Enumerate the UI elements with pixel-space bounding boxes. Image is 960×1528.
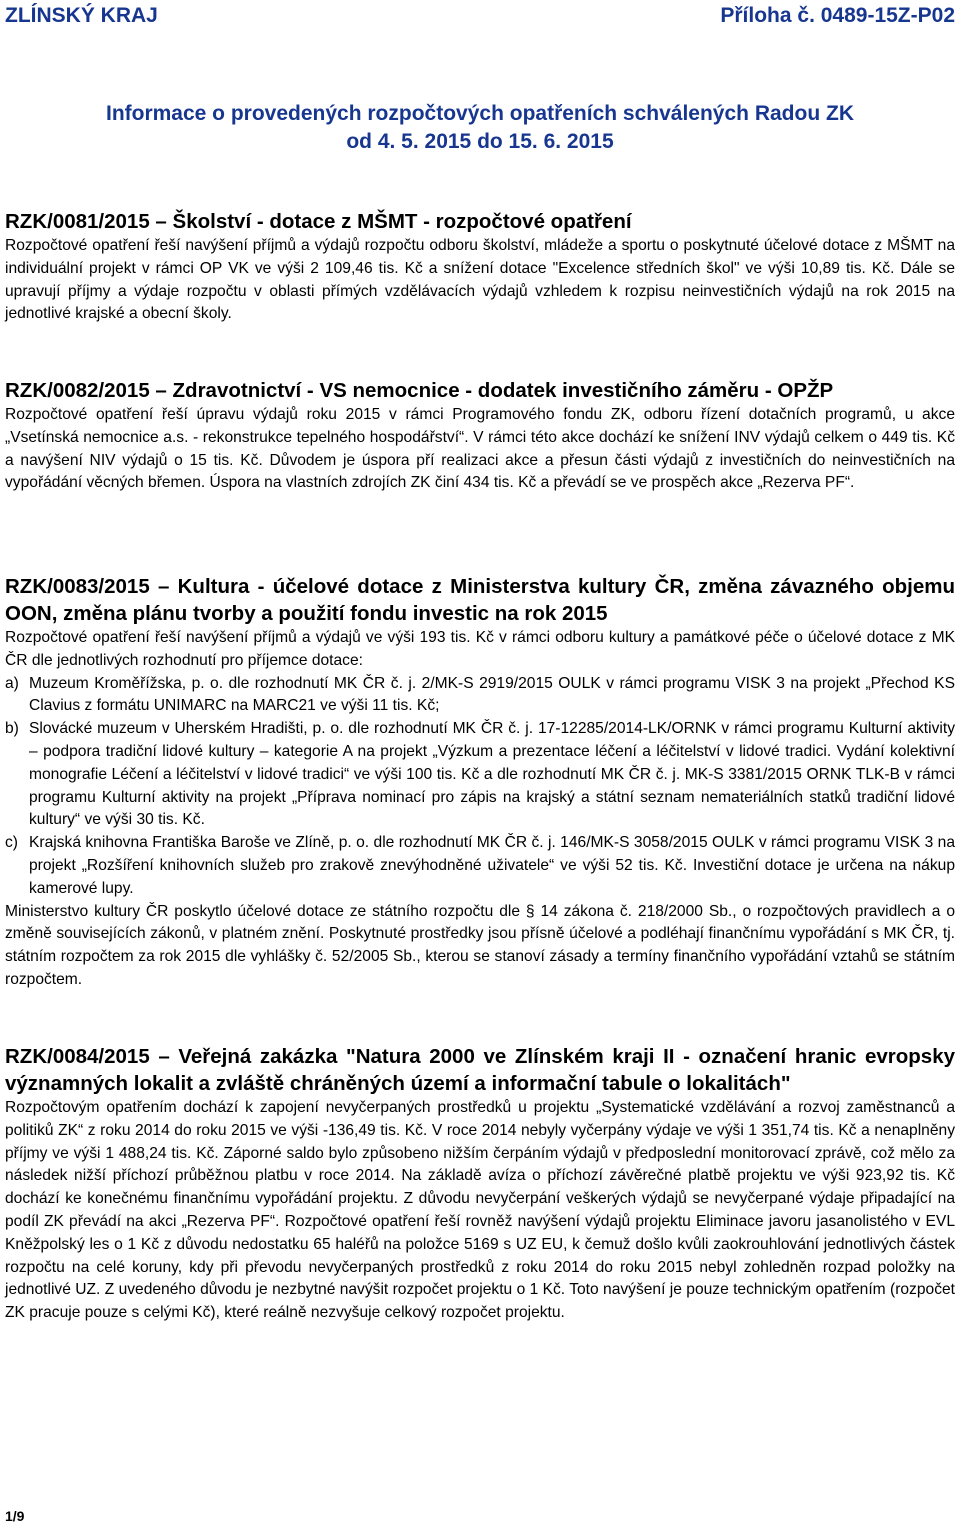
page-header <box>5 4 955 32</box>
section-outro: Ministerstvo kultury ČR poskytlo účelové dotace ze státního rozpočtu dle § 14 zákona č. 218/2000 Sb., o rozpočtových pravidlech a o změně souvisejících zákonů, v platném znění. Poskytnuté prostředky jsou přísně účelové a podléhají finančnímu vypořádání s MK ČR, tj. státním rozpočtem za rok 2015 dle vyhlášky č. 52/2005 Sb., kterou se stanoví zásady a termíny finančního vypořádání vztahů se státním rozpočtem. <box>5 902 955 988</box>
document-page <box>5 0 955 1528</box>
list-item <box>5 673 955 719</box>
list-marker: b) <box>5 720 19 738</box>
list-item <box>5 718 955 832</box>
header-left: ZLÍNSKÝ KRAJ <box>5 4 158 27</box>
header-right: Příloha č. 0489-15Z-P02 <box>720 4 955 27</box>
list-text: Muzeum Kroměřížska, p. o. dle rozhodnutí MK ČR č. j. 2/MK-S 2919/2015 OULK v rámci programu VISK 3 na projekt „Přechod KS Clavius z formátu UNIMARC na MARC21 ve výši 11 tis. Kč; <box>29 674 955 715</box>
section-paragraph: Rozpočtové opatření řeší úpravu výdajů roku 2015 v rámci Programového fondu ZK, odboru řízení dotačních programů, u akce „Vsetínská nemocnice a.s. - rekonstrukce tepelného hospodářství“. V rámci této akce dochází ke snížení INV výdajů celkem o 449 tis. Kč a navýšení NIV výdajů o 15 tis. Kč. Důvodem je úspora pří realizaci akce a přesun části výdajů z investičních do neinvestičních na vypořádání věcných břemen. Úspora na vlastních zdrojích ZK činí 434 tis. Kč a převádí se ve prospěch akce „Rezerva PF“. <box>5 406 955 492</box>
section-heading: RZK/0083/2015 – Kultura - účelové dotace z Ministerstva kultury ČR, změna závazného objemu OON, změna plánu tvorby a použití fondu investic na rok 2015 <box>5 575 955 625</box>
section-heading: RZK/0082/2015 – Zdravotnictví - VS nemocnice - dodatek investičního záměru - OPŽP <box>5 379 834 402</box>
list-item <box>5 832 955 900</box>
list-marker: a) <box>5 674 19 692</box>
section-heading: RZK/0084/2015 – Veřejná zakázka "Natura 2000 ve Zlínském kraji II - označení hranic evropsky významných lokalit a zvláště chráněných území a informační tabule o lokalitách" <box>5 1045 955 1095</box>
section-paragraph: Rozpočtovým opatřením dochází k zapojení nevyčerpaných prostředků u projektu „Systematické vzdělávání a rozvoj zaměstnanců a politiků ZK“ z roku 2014 do roku 2015 ve výši -136,49 tis. Kč. V roce 2014 nebyly vyčerpány výdaje ve výši 1 351,74 tis. Kč a nenaplněny příjmy ve výši 1 488,24 tis. Kč. Záporné saldo bylo způsobeno nižším čerpáním výdajů v předposlední monitorovací zprávě, což mělo za následek nižší příchozí průběžnou platbu v roce 2014. Na základě avíza o příchozí závěrečné platbě projektu ve výši 923,92 tis. Kč dochází ke konečnému finančnímu vypořádání projektu. Z důvodu nevyčerpání veškerých výdajů se nevyčerpané výdaje připadající na podíl ZK převádí na akci „Rezerva PF“. Rozpočtové opatření řeší rovněž navýšení výdajů projektu Eliminace javoru jasanolistého v EVL Kněžpolský les o 1 Kč z důvodu nedostatku 65 haléřů na položce 5169 s UZ EU, k čemuž došlo kvůli zaokrouhlování jednotlivých částek rozpočtu na celé koruny, kdy při převodu nevyčerpaných prostředků z roku 2014 do roku 2015 nebyl zohledněn rozpad položky na jednotlivé UZ. Z uvedeného důvodu je nezbytné navýšit rozpočet projektu o 1 Kč. Toto navýšení je pouze technickým opatřením (rozpočet ZK pracuje pouze s celými Kč), které reálně nezvyšuje celkový rozpočet projektu. <box>5 1099 955 1322</box>
section-0084 <box>5 1043 955 1325</box>
document-title <box>5 100 955 156</box>
section-paragraph: Rozpočtové opatření řeší navýšení příjmů a výdajů rozpočtu odboru školství, mládeže a sportu o poskytnuté účelové dotace z MŠMT na individuální projekt v rámci OP VK ve výši 2 109,46 tis. Kč a snížení dotace "Excelence středních škol" ve výši 10,89 tis. Kč. Dále se upravují příjmy a výdaje rozpočtu v oblasti přímých vzdělávacích výdajů vzhledem k rozpisu neinvestičních výdajů na rok 2015 na jednotlivé krajské a obecní školy. <box>5 237 955 323</box>
section-0081 <box>5 208 955 326</box>
list-marker: c) <box>5 834 18 852</box>
list-text: Krajská knihovna Františka Baroše ve Zlíně, p. o. dle rozhodnutí MK ČR č. j. 146/MK-S 3058/2015 OULK v rámci programu VISK 3 na projekt „Rozšíření knihovních služeb pro zrakově znevýhodněné uživatele“ ve výši 52 tis. Kč. Investiční dotace je určena na nákup kamerové lupy. <box>29 834 955 897</box>
list-text: Slovácké muzeum v Uherském Hradišti, p. o. dle rozhodnutí MK ČR č. j. 17-12285/2014-LK/ORNK v rámci programu Kulturní aktivity – podpora tradiční lidové kultury – kategorie A na projekt „Výzkum a prezentace léčení a léčitelství v lidové tradici. Vydání kolektivní monografie Léčení a léčitelství v lidové tradici“ ve výši 100 tis. Kč a dle rozhodnutí MK ČR č. j. MK-S 3381/2015 ORNK TLK-B v rámci programu Kulturní aktivity na projekt „Příprava nominací pro zápis na krajský a státní seznam nemateriálních statků tradiční lidové kultury“ ve výši 30 tis. Kč. <box>29 720 955 829</box>
section-heading: RZK/0081/2015 – Školství - dotace z MŠMT - rozpočtové opatření <box>5 210 632 233</box>
title-line-2: od 4. 5. 2015 do 15. 6. 2015 <box>346 130 614 153</box>
section-0083 <box>5 573 955 992</box>
section-intro: Rozpočtové opatření řeší navýšení příjmů a výdajů ve výši 193 tis. Kč v rámci odboru kultury a památkové péče o účelové dotace z MK ČR dle jednotlivých rozhodnutí pro příjemce dotace: <box>5 629 955 669</box>
page-number: 1/9 <box>5 1508 25 1524</box>
section-0082 <box>5 377 955 495</box>
title-line-1: Informace o provedených rozpočtových opatřeních schválených Radou ZK <box>105 102 854 125</box>
